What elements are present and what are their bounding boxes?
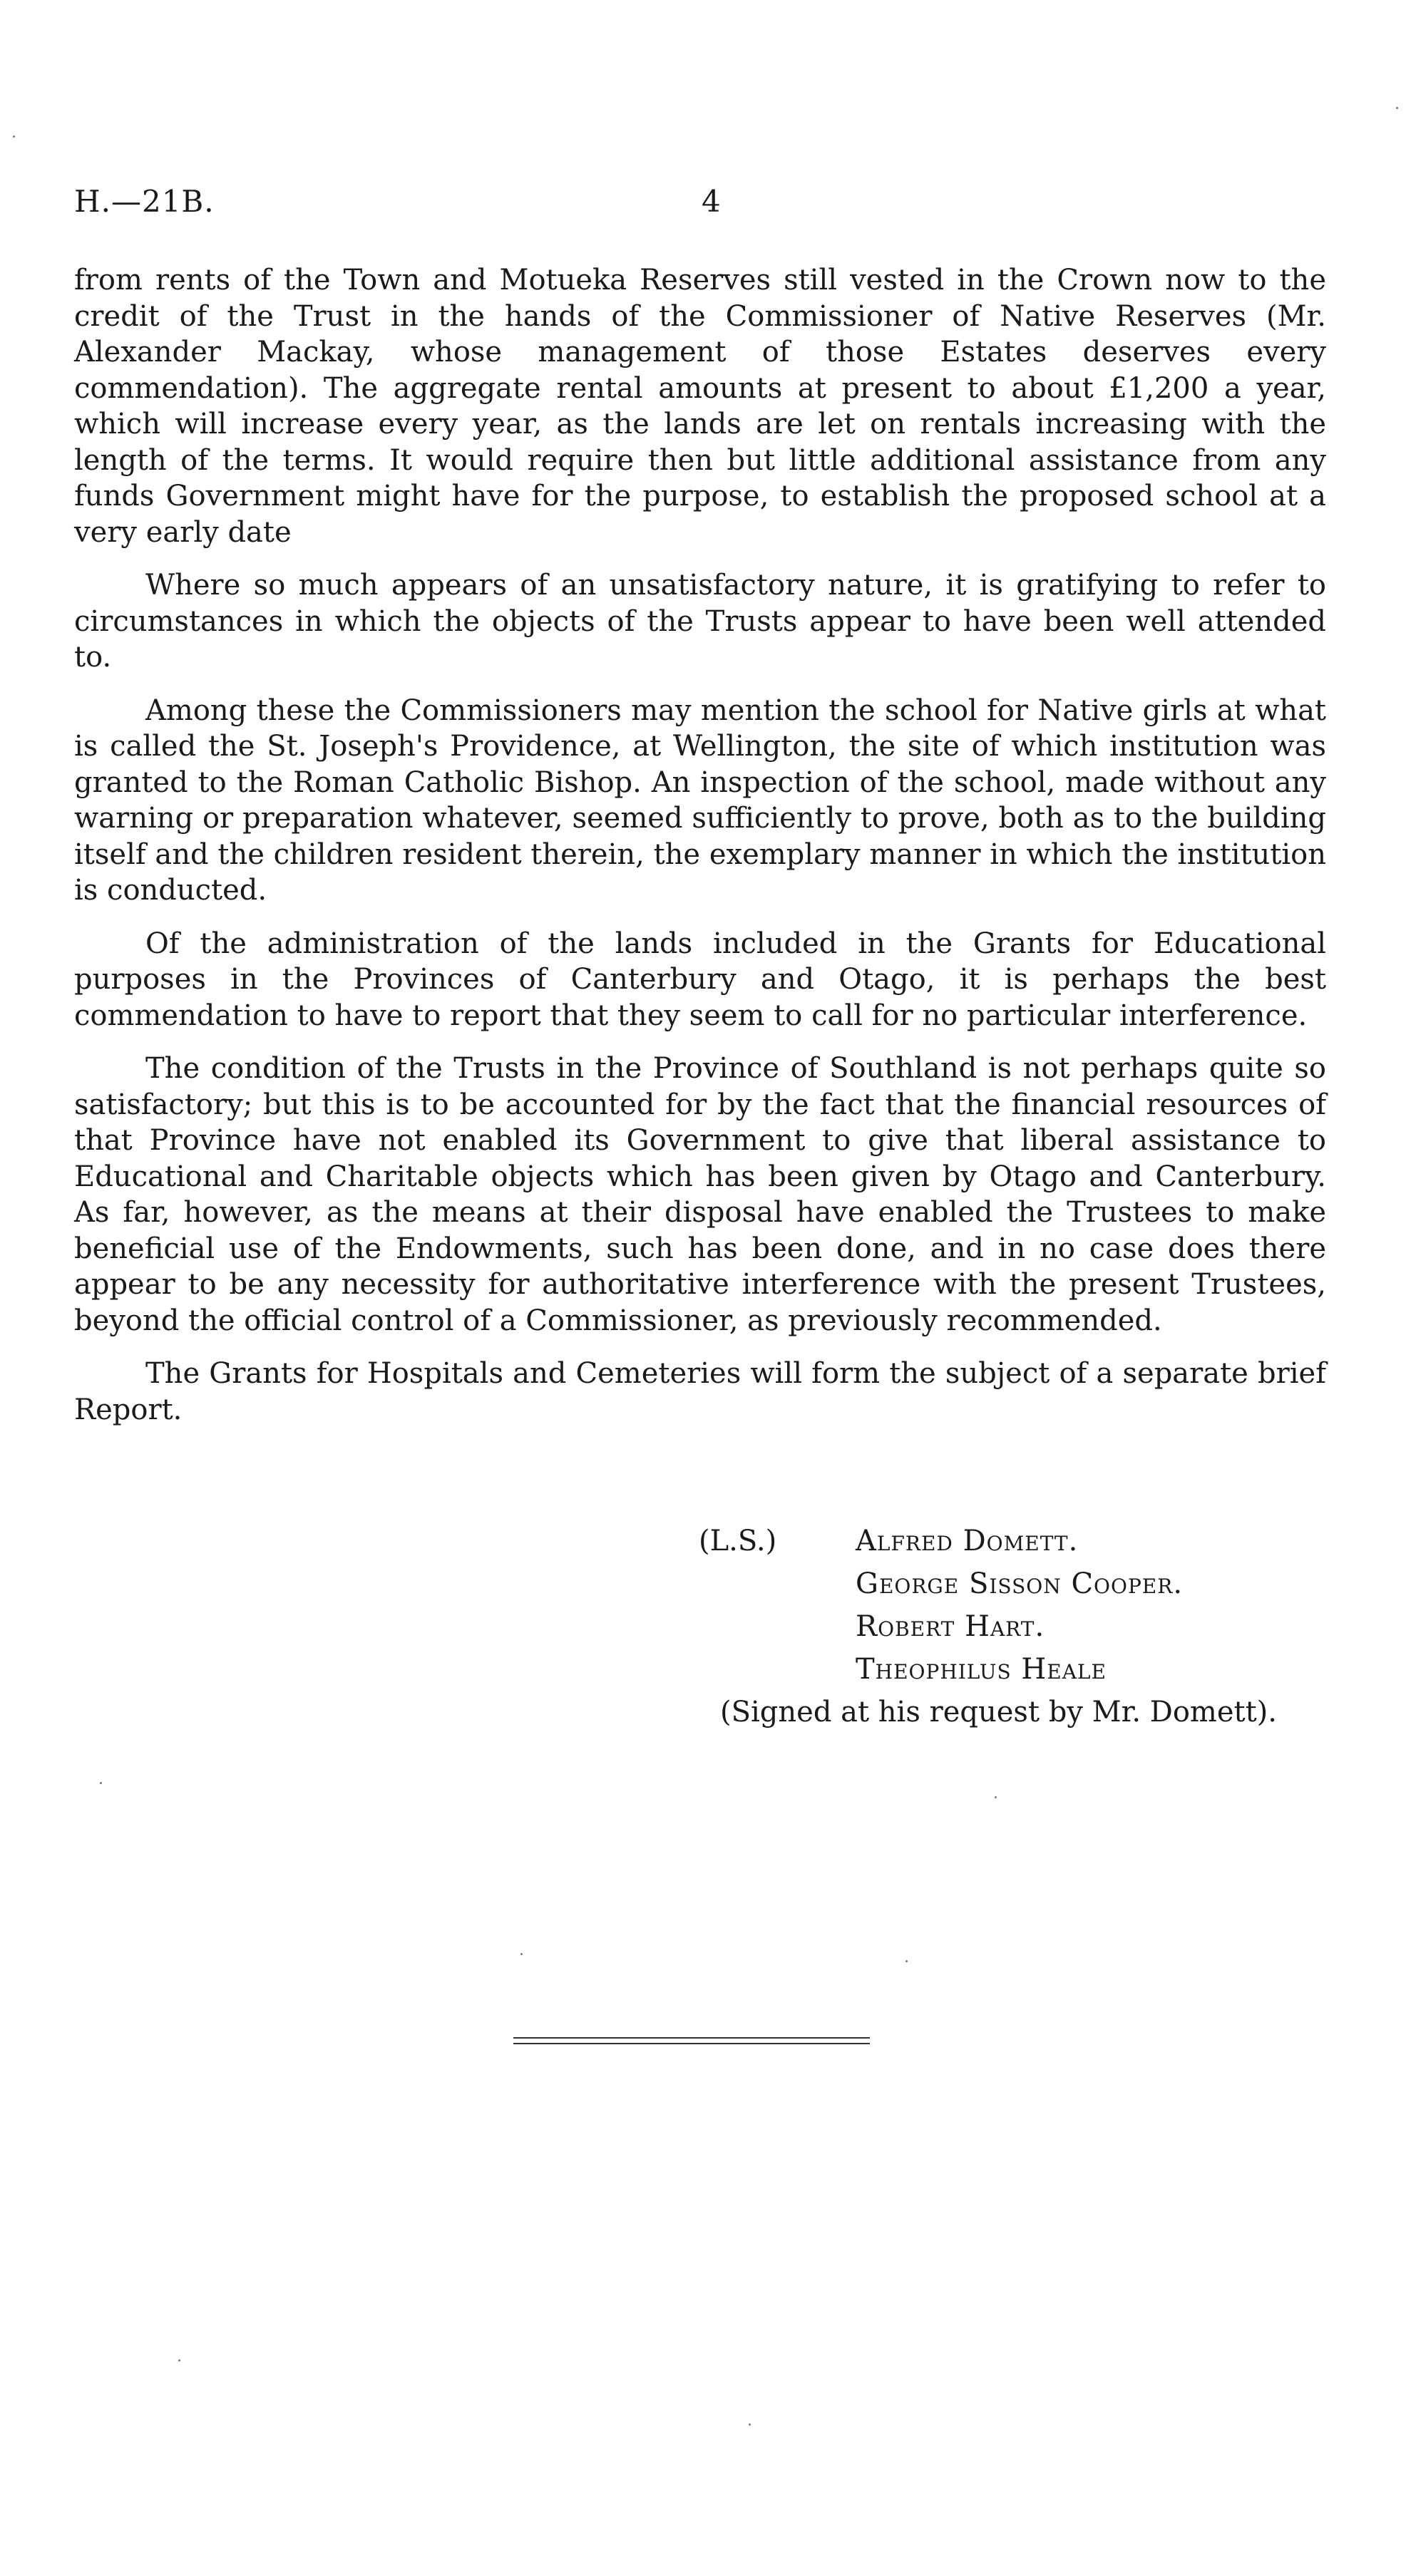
- scan-speck: [749, 2423, 751, 2426]
- signatory-name: George Sisson Cooper.: [856, 1567, 1184, 1600]
- paragraph: The condition of the Trusts in the Province of Southland is not perhaps quite so satisfactory; but this is to be accounted for by the fact that the financial resources of that Province have not enabled its Government to give that liberal assistance to Educational and Charitable objects which has been given by Otago and Canterbury. As far, however, as the means at their disposal have enabled the Trustees to make beneficial use of the Endowments, such has been done, and in no case does there appear to be any necessity for authoritative interference with the present Trustees, beyond the official control of a Commissioner, as previously recommended.: [74, 1052, 1326, 1337]
- page-number: 4: [702, 184, 721, 219]
- scan-speck: [995, 1796, 997, 1798]
- paragraph: Where so much appears of an unsatisfactory nature, it is gratifying to refer to circumstances in which the objects of the Trusts appear to have been well attended to.: [74, 569, 1326, 674]
- scan-speck: [1396, 107, 1398, 109]
- document-reference: H.—21B.: [74, 184, 215, 219]
- paragraph: Of the administration of the lands included in the Grants for Educational purposes in the Provinces of Canterbury and Otago, it is perhaps the best commendation to have to report that they seem to call for no particular interference.: [74, 927, 1326, 1032]
- scan-speck: [520, 1953, 523, 1955]
- seal-mark: (L.S.): [699, 1525, 777, 1557]
- paragraph-continuation: from rents of the Town and Motueka Reserves still vested in the Crown now to the credit of the Trust in the hands of the Commissioner of Native Reserves (Mr. Alexander Mackay, whose management of those Estates deserves every commendation). The aggregate rental amounts at present to about £1,200 a year, which will increase every year, as the lands are let on rentals increasing with the length of the terms. It would require then but little additional assistance from any funds Government might have for the purpose, to establish the proposed school at a very early date: [74, 264, 1326, 549]
- closing-rule: [513, 2043, 870, 2044]
- scan-speck: [178, 2359, 180, 2361]
- signatory-name: Theophilus Heale: [856, 1653, 1107, 1686]
- report-body: [74, 262, 1326, 1445]
- closing-rule: [513, 2037, 870, 2039]
- scan-speck: [13, 135, 15, 138]
- page-header: [74, 184, 1326, 227]
- paragraph: The Grants for Hospitals and Cemeteries will form the subject of a separate brief Report.: [74, 1357, 1326, 1426]
- signatory-name: Robert Hart.: [856, 1610, 1045, 1643]
- signatory-name: Alfred Domett.: [856, 1525, 1079, 1557]
- scan-speck: [100, 1782, 102, 1784]
- signature-note: (Signed at his request by Mr. Domett).: [720, 1696, 1277, 1729]
- signature-block: [699, 1520, 1326, 1733]
- paragraph: Among these the Commissioners may mention the school for Native girls at what is called the St. Joseph's Providence, at Wellington, the site of which institution was granted to the Roman Catholic Bishop. An inspection of the school, made without any warning or preparation whatever, seemed sufficiently to prove, both as to the building itself and the children resident therein, the exemplary manner in which the institution is conducted.: [74, 694, 1326, 907]
- scan-speck: [905, 1960, 908, 1962]
